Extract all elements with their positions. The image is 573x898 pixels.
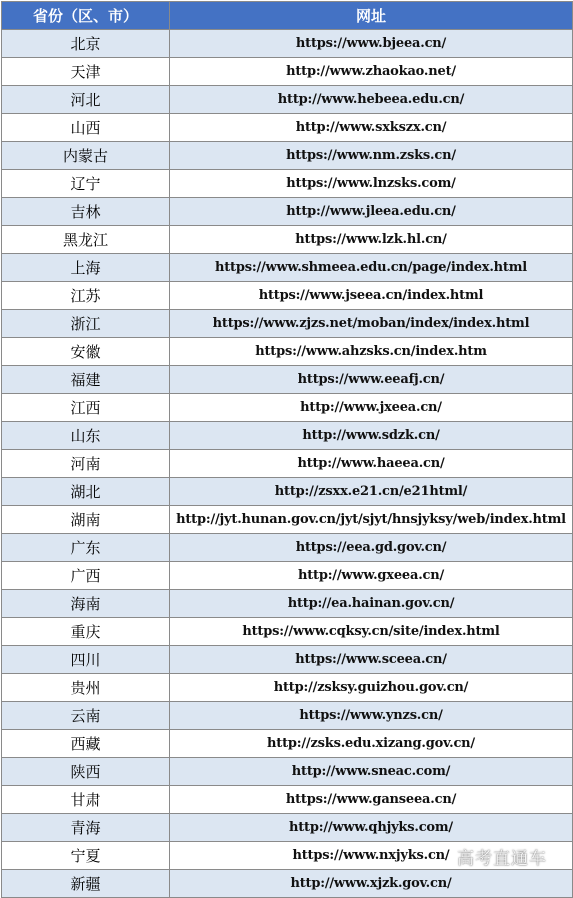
header-province: 省份（区、市）	[2, 2, 170, 30]
url-link[interactable]: https://www.jseea.cn/index.html	[170, 282, 573, 310]
url-link[interactable]: http://www.sxkszx.cn/	[170, 114, 573, 142]
table-row	[2, 142, 573, 170]
url-link[interactable]: https://www.ahzsks.cn/index.htm	[170, 338, 573, 366]
province-cell: 吉林	[2, 198, 170, 226]
province-cell: 辽宁	[2, 170, 170, 198]
province-cell: 云南	[2, 702, 170, 730]
province-cell: 河北	[2, 86, 170, 114]
province-cell: 湖北	[2, 478, 170, 506]
url-link[interactable]: https://www.bjeea.cn/	[170, 30, 573, 58]
table-row	[2, 730, 573, 758]
table-row	[2, 450, 573, 478]
province-cell: 内蒙古	[2, 142, 170, 170]
province-cell: 江苏	[2, 282, 170, 310]
province-cell: 湖南	[2, 506, 170, 534]
url-link[interactable]: http://ea.hainan.gov.cn/	[170, 590, 573, 618]
url-link[interactable]: http://zsks.edu.xizang.gov.cn/	[170, 730, 573, 758]
url-link[interactable]: http://www.sdzk.cn/	[170, 422, 573, 450]
province-cell: 广西	[2, 562, 170, 590]
table-row	[2, 310, 573, 338]
url-link[interactable]: https://www.sceea.cn/	[170, 646, 573, 674]
province-cell: 海南	[2, 590, 170, 618]
url-link[interactable]: http://www.jxeea.cn/	[170, 394, 573, 422]
table-row	[2, 702, 573, 730]
province-cell: 甘肃	[2, 786, 170, 814]
province-cell: 山东	[2, 422, 170, 450]
province-cell: 山西	[2, 114, 170, 142]
table-row	[2, 758, 573, 786]
province-cell: 安徽	[2, 338, 170, 366]
url-link[interactable]: http://www.sneac.com/	[170, 758, 573, 786]
url-link[interactable]: http://www.haeea.cn/	[170, 450, 573, 478]
table-row	[2, 842, 573, 870]
url-link[interactable]: https://www.nxjyks.cn/	[170, 842, 573, 870]
province-cell: 重庆	[2, 618, 170, 646]
table-row	[2, 282, 573, 310]
province-cell: 陕西	[2, 758, 170, 786]
table-row	[2, 590, 573, 618]
province-cell: 黑龙江	[2, 226, 170, 254]
province-cell: 天津	[2, 58, 170, 86]
province-cell: 四川	[2, 646, 170, 674]
url-link[interactable]: http://www.zhaokao.net/	[170, 58, 573, 86]
table-row	[2, 58, 573, 86]
url-link[interactable]: https://www.zjzs.net/moban/index/index.html	[170, 310, 573, 338]
table-row	[2, 254, 573, 282]
table-row	[2, 394, 573, 422]
table-header-row	[2, 2, 573, 30]
table-row	[2, 534, 573, 562]
url-link[interactable]: http://www.hebeea.edu.cn/	[170, 86, 573, 114]
url-link[interactable]: http://zsksy.guizhou.gov.cn/	[170, 674, 573, 702]
table-row	[2, 562, 573, 590]
header-url: 网址	[170, 2, 573, 30]
province-cell: 河南	[2, 450, 170, 478]
table-body	[2, 30, 573, 898]
province-cell: 北京	[2, 30, 170, 58]
province-cell: 浙江	[2, 310, 170, 338]
table-row	[2, 114, 573, 142]
url-link[interactable]: http://jyt.hunan.gov.cn/jyt/sjyt/hnsjyksy/web/index.html	[170, 506, 573, 534]
url-link[interactable]: http://www.xjzk.gov.cn/	[170, 870, 573, 898]
table-row	[2, 870, 573, 898]
url-link[interactable]: http://zsxx.e21.cn/e21html/	[170, 478, 573, 506]
table-row	[2, 30, 573, 58]
province-cell: 福建	[2, 366, 170, 394]
province-url-table	[1, 1, 573, 898]
url-link[interactable]: https://www.shmeea.edu.cn/page/index.html	[170, 254, 573, 282]
table-row	[2, 366, 573, 394]
table-row	[2, 478, 573, 506]
watermark-logo: 高考直通车	[457, 849, 547, 869]
province-cell: 新疆	[2, 870, 170, 898]
url-link[interactable]: http://www.gxeea.cn/	[170, 562, 573, 590]
table-row	[2, 86, 573, 114]
url-link[interactable]: https://www.ganseea.cn/	[170, 786, 573, 814]
province-cell: 青海	[2, 814, 170, 842]
url-link[interactable]: http://www.qhjyks.com/	[170, 814, 573, 842]
url-link[interactable]: https://www.lnzsks.com/	[170, 170, 573, 198]
url-link[interactable]: https://www.lzk.hl.cn/	[170, 226, 573, 254]
province-cell: 贵州	[2, 674, 170, 702]
province-cell: 西藏	[2, 730, 170, 758]
table-row	[2, 170, 573, 198]
table-row	[2, 506, 573, 534]
url-link[interactable]: https://www.ynzs.cn/	[170, 702, 573, 730]
table-row	[2, 674, 573, 702]
url-link[interactable]: https://www.cqksy.cn/site/index.html	[170, 618, 573, 646]
table-row	[2, 422, 573, 450]
url-link[interactable]: http://www.jleea.edu.cn/	[170, 198, 573, 226]
url-link[interactable]: https://www.nm.zsks.cn/	[170, 142, 573, 170]
table-row	[2, 338, 573, 366]
province-cell: 江西	[2, 394, 170, 422]
table-row	[2, 786, 573, 814]
table-row	[2, 226, 573, 254]
table-row	[2, 646, 573, 674]
url-link[interactable]: https://eea.gd.gov.cn/	[170, 534, 573, 562]
url-link[interactable]: https://www.eeafj.cn/	[170, 366, 573, 394]
province-cell: 上海	[2, 254, 170, 282]
province-cell: 广东	[2, 534, 170, 562]
province-cell: 宁夏	[2, 842, 170, 870]
table-row	[2, 814, 573, 842]
table-row	[2, 198, 573, 226]
table-row	[2, 618, 573, 646]
